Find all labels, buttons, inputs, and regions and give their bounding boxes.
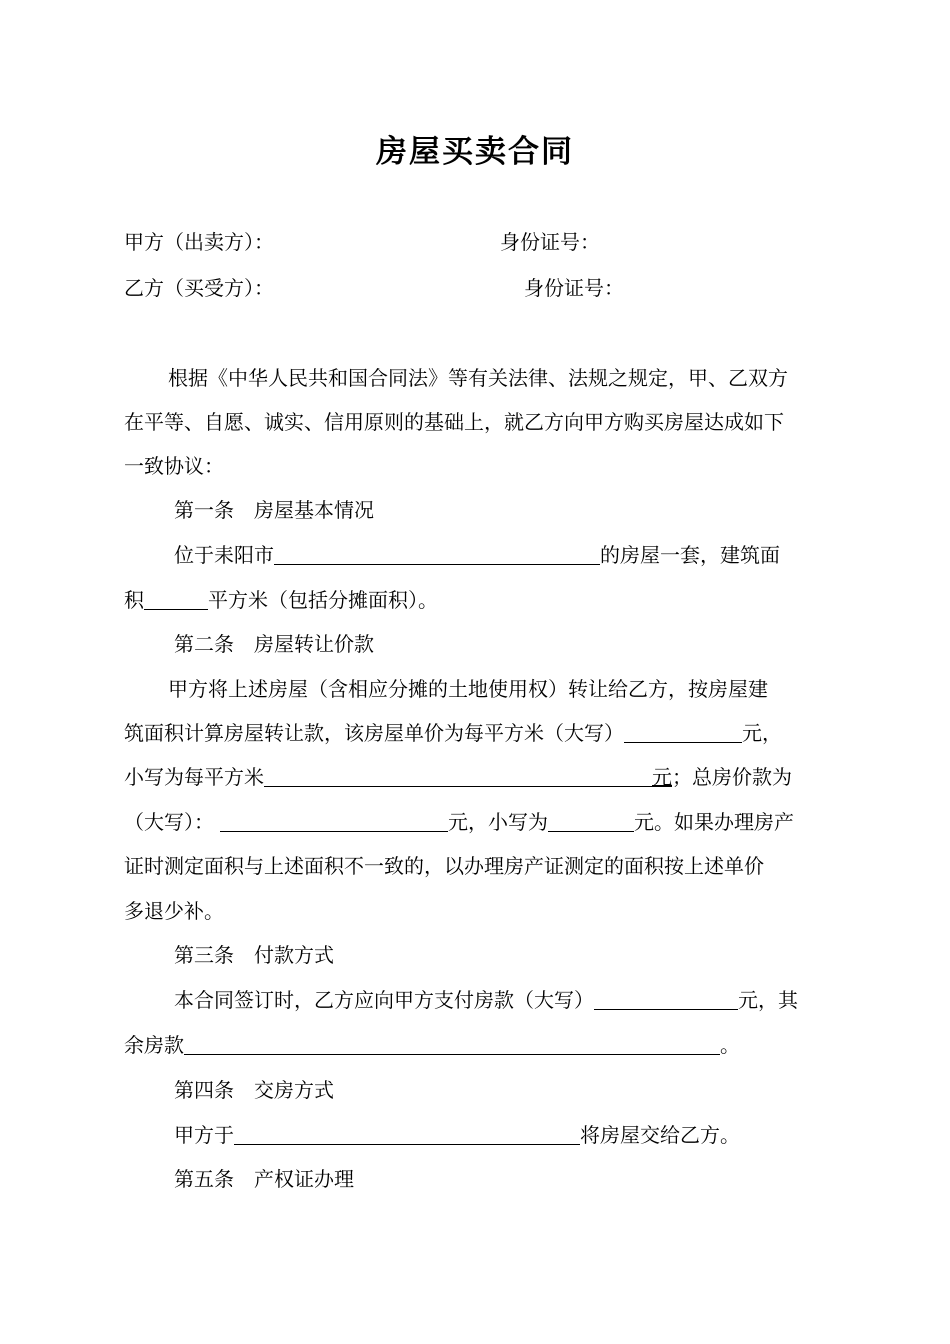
party-a-row bbox=[124, 228, 836, 256]
article-2-heading: 第二条 房屋转让价款 bbox=[174, 632, 374, 656]
article-5-heading: 第五条 产权证办理 bbox=[174, 1167, 354, 1191]
preamble-line-3: 一致协议： bbox=[124, 454, 224, 478]
handover-date-blank bbox=[446, 1122, 580, 1145]
article-1-line-2 bbox=[124, 586, 836, 614]
unit-price-number-blank bbox=[264, 764, 652, 787]
article-3-text: 。 bbox=[720, 1033, 740, 1057]
article-4-heading: 第四条 交房方式 bbox=[174, 1078, 334, 1102]
remaining-payment-blank bbox=[216, 1032, 350, 1055]
article-2-text: 小写为每平方米 bbox=[124, 765, 264, 789]
handover-date-blank bbox=[266, 1122, 400, 1145]
contract-title: 房屋买卖合同 bbox=[376, 134, 574, 170]
party-b-label: 乙方（买受方）： bbox=[124, 276, 274, 300]
article-2-text: （大写）： bbox=[124, 810, 214, 834]
article-1-line-1 bbox=[174, 541, 836, 569]
article-2-text: 筑面积计算房屋转让款，该房屋单价为每平方米（大写） bbox=[124, 721, 624, 745]
article-2-line-4 bbox=[124, 808, 836, 836]
article-2-line-2 bbox=[124, 719, 836, 747]
article-1-heading: 第一条 房屋基本情况 bbox=[174, 498, 374, 522]
remaining-payment-blank bbox=[350, 1032, 396, 1055]
unit-price-words-blank bbox=[624, 720, 742, 743]
area-blank bbox=[144, 587, 208, 610]
article-1-text: 平方米（包括分摊面积）。 bbox=[208, 588, 438, 612]
article-1-text: 的房屋一套，建筑面 bbox=[600, 543, 780, 567]
party-b-row bbox=[124, 274, 836, 302]
article-2-text: 元， bbox=[742, 721, 782, 745]
article-4-line-1 bbox=[174, 1121, 836, 1149]
article-3-heading: 第三条 付款方式 bbox=[174, 943, 334, 967]
article-2-line-3 bbox=[124, 763, 836, 791]
total-price-number-blank bbox=[548, 809, 634, 832]
remaining-payment-blank bbox=[396, 1032, 530, 1055]
article-3-text: 余房款 bbox=[124, 1033, 184, 1057]
article-1-text: 位于耒阳市 bbox=[174, 543, 274, 567]
remaining-payment-blank bbox=[698, 1032, 720, 1055]
article-4-text: 甲方于 bbox=[174, 1123, 234, 1147]
handover-date-blank bbox=[400, 1122, 446, 1145]
article-2-text: 元 bbox=[652, 765, 672, 789]
location-blank bbox=[274, 542, 600, 565]
article-2-line-1: 甲方将上述房屋（含相应分摊的土地使用权）转让给乙方，按房屋建 bbox=[168, 677, 768, 701]
article-4-text: 将房屋交给乙方。 bbox=[580, 1123, 740, 1147]
party-b-id-label: 身份证号： bbox=[524, 276, 624, 300]
handover-date-blank bbox=[234, 1122, 266, 1145]
article-2-text: 元。如果办理房产 bbox=[634, 810, 794, 834]
party-a-label: 甲方（出卖方）： bbox=[124, 230, 274, 254]
article-2-text: 元，小写为 bbox=[448, 810, 548, 834]
remaining-payment-blank bbox=[564, 1032, 698, 1055]
down-payment-blank bbox=[594, 987, 738, 1010]
preamble-line-2: 在平等、自愿、诚实、信用原则的基础上，就乙方向甲方购买房屋达成如下 bbox=[124, 410, 784, 434]
remaining-payment-blank bbox=[530, 1032, 564, 1055]
article-3-text: 元，其 bbox=[738, 988, 798, 1012]
remaining-payment-blank bbox=[184, 1032, 216, 1055]
preamble-line-1: 根据《中华人民共和国合同法》等有关法律、法规之规定，甲、乙双方 bbox=[168, 366, 788, 390]
article-2-line-5: 证时测定面积与上述面积不一致的，以办理房产证测定的面积按上述单价 bbox=[124, 854, 764, 878]
article-3-text: 本合同签订时，乙方应向甲方支付房款（大写） bbox=[174, 988, 594, 1012]
article-2-line-6: 多退少补。 bbox=[124, 899, 224, 923]
article-3-line-2 bbox=[124, 1031, 836, 1059]
total-price-words-blank bbox=[220, 809, 448, 832]
article-1-text: 积 bbox=[124, 588, 144, 612]
article-3-line-1 bbox=[174, 986, 836, 1014]
article-2-text: ；总房价款为 bbox=[672, 765, 792, 789]
party-a-id-label: 身份证号： bbox=[500, 230, 600, 254]
